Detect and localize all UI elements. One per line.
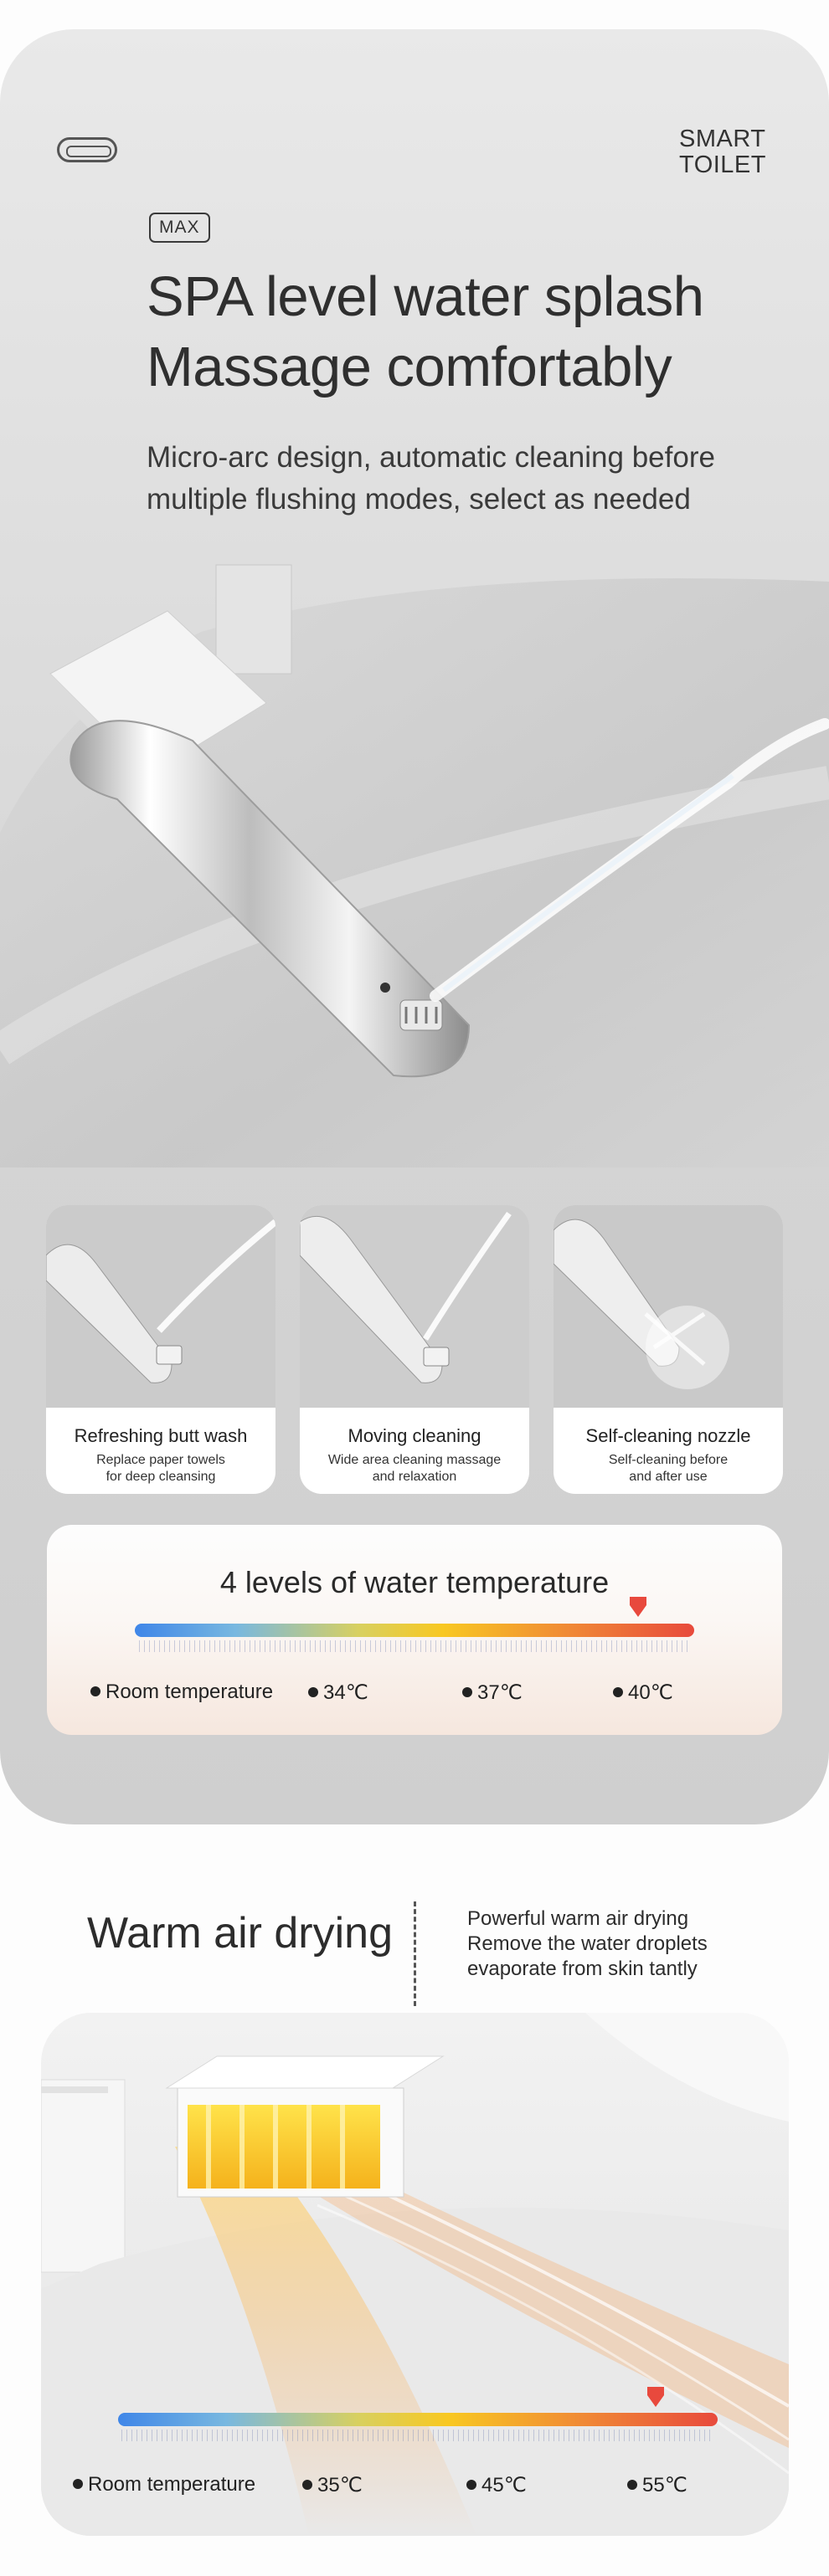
card-desc-line-1: Self-cleaning before (608, 1453, 729, 1467)
temperature-level-marker (630, 1605, 646, 1617)
card-desc-line-1: Replace paper towels (96, 1453, 225, 1467)
headline-line-2: Massage comfortably (147, 336, 672, 398)
temp-level-room: Room temperature (90, 1681, 273, 1704)
drying-scale-ticks (121, 2430, 714, 2441)
moving-cleaning-image (300, 1205, 529, 1408)
subheadline-line-1: Micro-arc design, automatic cleaning before (147, 441, 715, 474)
water-temperature-panel (47, 1525, 782, 1735)
brand-label (679, 126, 766, 178)
warm-air-drying-panel (41, 2013, 789, 2536)
drying-level-45: 45℃ (466, 2473, 527, 2497)
card-description (300, 1452, 529, 1486)
logo-icon (57, 137, 117, 162)
card-description (554, 1452, 783, 1486)
card-butt-wash (46, 1205, 275, 1494)
card-title: Self-cleaning nozzle (585, 1425, 751, 1446)
subheadline-line-2: multiple flushing modes, select as needed (147, 483, 691, 516)
warm-air-drying-title: Warm air drying (87, 1909, 394, 1958)
card-description (46, 1452, 275, 1486)
max-badge: MAX (149, 213, 210, 243)
drying-level-55: 55℃ (627, 2473, 687, 2497)
drying-level-35: 35℃ (302, 2473, 363, 2497)
card-title: Moving cleaning (348, 1425, 481, 1446)
warm-air-drying-description (467, 1906, 708, 1982)
temperature-gradient-bar (135, 1624, 694, 1637)
nozzle-hero-image (0, 531, 829, 1167)
card-desc-line-1: Wide area cleaning massage (327, 1453, 502, 1467)
drying-level-room: Room temperature (73, 2473, 255, 2496)
card-desc-line-2: and after use (629, 1470, 708, 1484)
headline (147, 262, 704, 403)
dryer-hero-image (41, 2013, 789, 2536)
card-desc-line-2: for deep cleansing (106, 1470, 216, 1484)
drying-desc-line-1: Powerful warm air drying (467, 1907, 689, 1930)
self-cleaning-image (554, 1205, 783, 1408)
temp-level-40: 40℃ (613, 1681, 673, 1705)
temp-level-34: 34℃ (308, 1681, 368, 1705)
drying-desc-line-2: Remove the water droplets (467, 1932, 708, 1955)
headline-line-1: SPA level water splash (147, 265, 704, 328)
card-desc-line-2: and relaxation (372, 1470, 457, 1484)
temp-level-37: 37℃ (462, 1681, 523, 1705)
section-divider (414, 1901, 416, 2006)
drying-gradient-bar (118, 2413, 718, 2426)
card-moving-cleaning (300, 1205, 529, 1494)
spa-section (0, 29, 829, 1824)
temperature-scale-ticks (139, 1640, 692, 1652)
drying-desc-line-3: evaporate from skin tantly (467, 1958, 698, 1980)
water-temperature-title: 4 levels of water temperature (219, 1565, 610, 1599)
butt-wash-image (46, 1205, 275, 1408)
brand-line-1: SMART (679, 126, 766, 152)
subheadline (147, 437, 715, 521)
card-self-cleaning (554, 1205, 783, 1494)
brand-line-2: TOILET (679, 151, 766, 178)
card-title: Refreshing butt wash (74, 1425, 248, 1446)
drying-level-marker (647, 2395, 664, 2407)
feature-cards (46, 1205, 783, 1494)
